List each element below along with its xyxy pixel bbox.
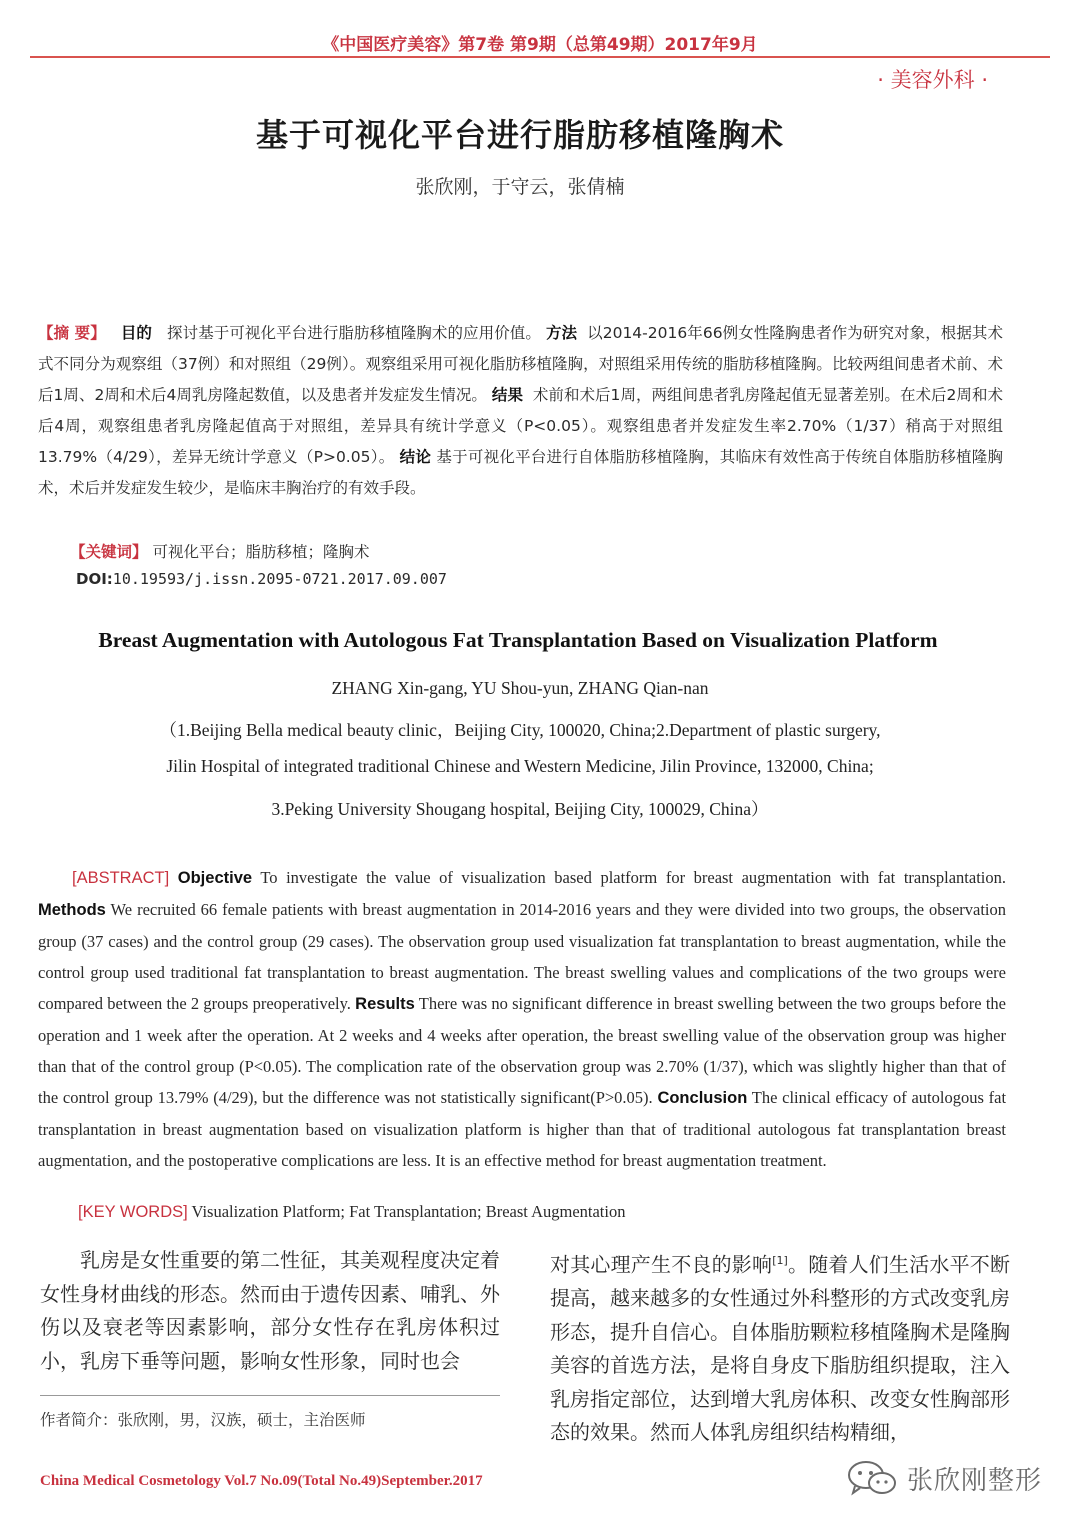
results-text-cn: 术前和术后1周，两组间患者乳房隆起值无显著差别。在术后2周和术后4周，观察组患者乳房隆起值高于对照组，差异具有统计学意义（P<0.05）。观察组患者并发症发生率2.70%（1/37）稍高于对照组13.79%（4/29），差异无统计学意义（P>0.05）。 <box>38 386 1003 466</box>
abstract-cn <box>38 318 1003 504</box>
doi-value: 10.19593/j.issn.2095-0721.2017.09.007 <box>112 570 447 588</box>
results-text-en: There was no significant difference in breast swelling between the two groups before the operation and 1 week after the operation. At 2 weeks and 4 weeks after operation, the breast swelling value of the observation group was higher than that of the control group (P<0.05). The complication rate of the observation group was 2.70% (1/37), which was slightly higher than that of the control group 13.79% (4/29), but the difference was not statistically significant(P>0.05). <box>38 994 1007 1107</box>
authors-en: ZHANG Xin-gang, YU Shou-yun, ZHANG Qian-nan <box>331 678 709 698</box>
footnote-divider <box>40 1395 500 1396</box>
body-right-text: 对其心理产生不良的影响 <box>550 1252 773 1277</box>
keywords-en-label: [KEY WORDS] <box>78 1203 188 1221</box>
doi-label: DOI: <box>76 570 113 588</box>
body-right-text-cont: 。随着人们生活水平不断提高，越来越多的女性通过外科整形的方式改变乳房形态，提升自信心。自体脂肪颗粒移植隆胸术是隆胸美容的首选方法，是将自身皮下脂肪组织提取，注入乳房指定部位，达到增大乳房体积、改变女性胸部形态的效果。然而人体乳房组织结构精细， <box>550 1252 1010 1445</box>
section-tag: · 美容外科 · <box>877 68 988 92</box>
affiliation-line: （1.Beijing Bella medical beauty clinic，Beijing City, 100020, China;2.Department of plastic surgery, <box>159 720 881 740</box>
header-divider <box>30 56 1050 58</box>
methods-text-en: We recruited 66 female patients with breast augmentation in 2014-2016 years and they were divided into two groups, the observation group (37 cases) and the control group (29 cases). The observation group used visualization fat transplantation to breast augmentation, while the control group used traditional fat transplantation to breast augmentation. The breast swelling values and complications of the two groups were compared between the 2 groups preoperatively. <box>38 900 1007 1013</box>
abstract-en <box>38 862 1006 1176</box>
doi <box>76 570 447 588</box>
journal-header: 《中国医疗美容》第7卷 第9期（总第49期）2017年9月 <box>322 35 758 55</box>
journal-footer: China Medical Cosmetology Vol.7 No.09(Total No.49)September.2017 <box>40 1473 483 1489</box>
keywords-en <box>78 1202 625 1222</box>
keywords-cn-text: 可视化平台；脂肪移植；隆胸术 <box>152 543 370 561</box>
methods-label-en: Methods <box>38 901 106 919</box>
article-title-cn: 基于可视化平台进行脂肪移植隆胸术 <box>255 116 784 154</box>
watermark <box>845 1456 1055 1500</box>
body-column-right <box>550 1244 1010 1450</box>
conclusion-label-cn: 结论 <box>399 448 432 466</box>
methods-label-cn: 方法 <box>545 324 578 342</box>
abstract-cn-label: 【摘 要】 <box>38 324 106 342</box>
results-label-en: Results <box>355 995 415 1013</box>
article-title-en: Breast Augmentation with Autologous Fat Transplantation Based on Visualization Platform <box>98 628 938 652</box>
affiliation-line: 3.Peking University Shougang hospital, Beijing City, 100029, China） <box>271 799 769 819</box>
methods-text-cn: 以2014-2016年66例女性隆胸患者作为研究对象，根据其术式不同分为观察组（37例）和对照组（29例）。观察组采用可视化脂肪移植隆胸，对照组采用传统的脂肪移植隆胸。比较两组间患者术前、术后1周、2周和术后4周乳房隆起数值，以及患者并发症发生情况。 <box>38 324 1004 404</box>
author-footnote: 作者简介：张欣刚，男，汉族，硕士，主治医师 <box>40 1411 366 1429</box>
results-label-cn: 结果 <box>491 386 523 404</box>
conclusion-text-cn: 基于可视化平台进行自体脂肪移植隆胸，其临床有效性高于传统自体脂肪移植隆胸术，术后并发症发生较少，是临床丰胸治疗的有效手段。 <box>38 448 1003 497</box>
affiliation-line: Jilin Hospital of integrated traditional Chinese and Western Medicine, Jilin Province, 132000, China; <box>166 756 874 776</box>
authors-cn: 张欣刚，于守云，张倩楠 <box>415 176 625 198</box>
conclusion-label-en: Conclusion <box>657 1089 748 1107</box>
objective-label-cn: 目的 <box>120 324 152 342</box>
wechat-icon <box>845 1458 899 1498</box>
conclusion-text-en: The clinical efficacy of autologous fat transplantation in breast augmentation based on visualization platform is higher than that of traditional autologous fat transplantation breast augmentation, and the postoperative complications are less. It is an effective method for breast augmentation treatment. <box>38 1088 1007 1170</box>
objective-label-en: Objective <box>177 869 253 887</box>
body-column-left <box>40 1244 500 1378</box>
citation-ref: [1] <box>772 1254 788 1267</box>
watermark-text: 张欣刚整形 <box>907 1465 1043 1496</box>
body-left-text: 乳房是女性重要的第二性征，其美观程度决定着女性身材曲线的形态。然而由于遗传因素、哺乳、外伤以及衰老等因素影响，部分女性存在乳房体积过小，乳房下垂等问题，影响女性形象，同时也会 <box>40 1248 500 1373</box>
keywords-cn <box>70 540 369 562</box>
objective-text-en: To investigate the value of visualization based platform for breast augmentation with fat transplantation. <box>260 868 1007 887</box>
keywords-cn-label: 【关键词】 <box>70 543 148 561</box>
objective-text-cn: 探讨基于可视化平台进行脂肪移植隆胸术的应用价值。 <box>167 324 541 342</box>
abstract-en-label: [ABSTRACT] <box>72 869 170 887</box>
keywords-en-text: Visualization Platform; Fat Transplantation; Breast Augmentation <box>191 1202 626 1221</box>
